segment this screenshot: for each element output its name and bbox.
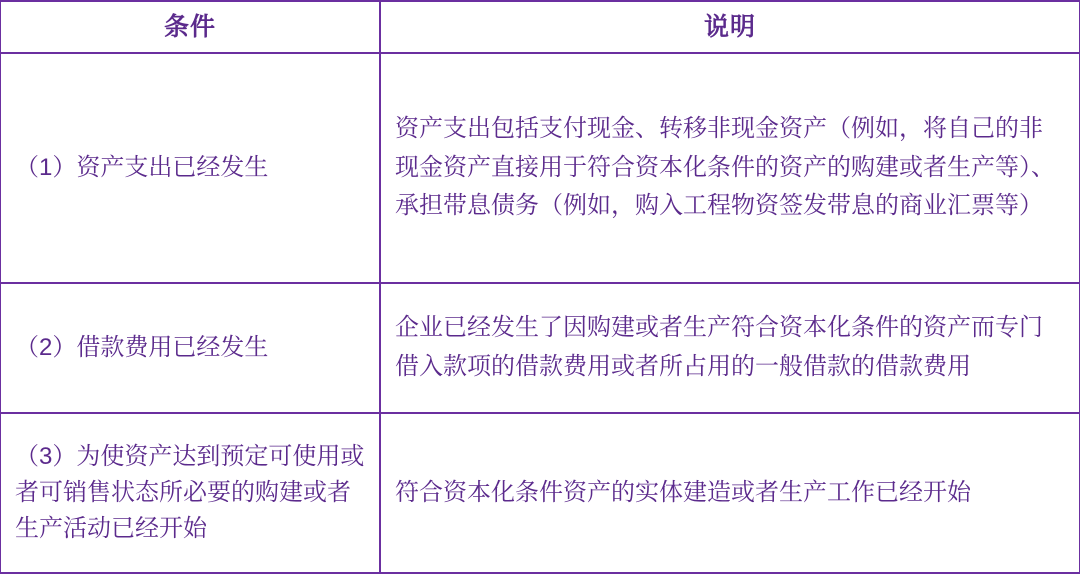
condition-cell: （3）为使资产达到预定可使用或者可销售状态所必要的购建或者生产活动已经开始 xyxy=(0,413,380,573)
description-cell: 资产支出包括支付现金、转移非现金资产（例如，将自己的非现金资产直接用于符合资本化条件的资产的购建或者生产等）、承担带息债务（例如，购入工程物资签发带息的商业汇票等） xyxy=(380,53,1080,283)
description-cell: 企业已经发生了因购建或者生产符合资本化条件的资产而专门借入款项的借款费用或者所占用的一般借款的借款费用 xyxy=(380,283,1080,413)
condition-cell: （2）借款费用已经发生 xyxy=(0,283,380,413)
table-header-row xyxy=(0,1,1080,53)
table-row xyxy=(0,53,1080,283)
description-cell: 符合资本化条件资产的实体建造或者生产工作已经开始 xyxy=(380,413,1080,573)
column-header-description: 说明 xyxy=(380,1,1080,53)
table-row xyxy=(0,413,1080,573)
condition-cell: （1）资产支出已经发生 xyxy=(0,53,380,283)
table-row xyxy=(0,283,1080,413)
column-header-condition: 条件 xyxy=(0,1,380,53)
